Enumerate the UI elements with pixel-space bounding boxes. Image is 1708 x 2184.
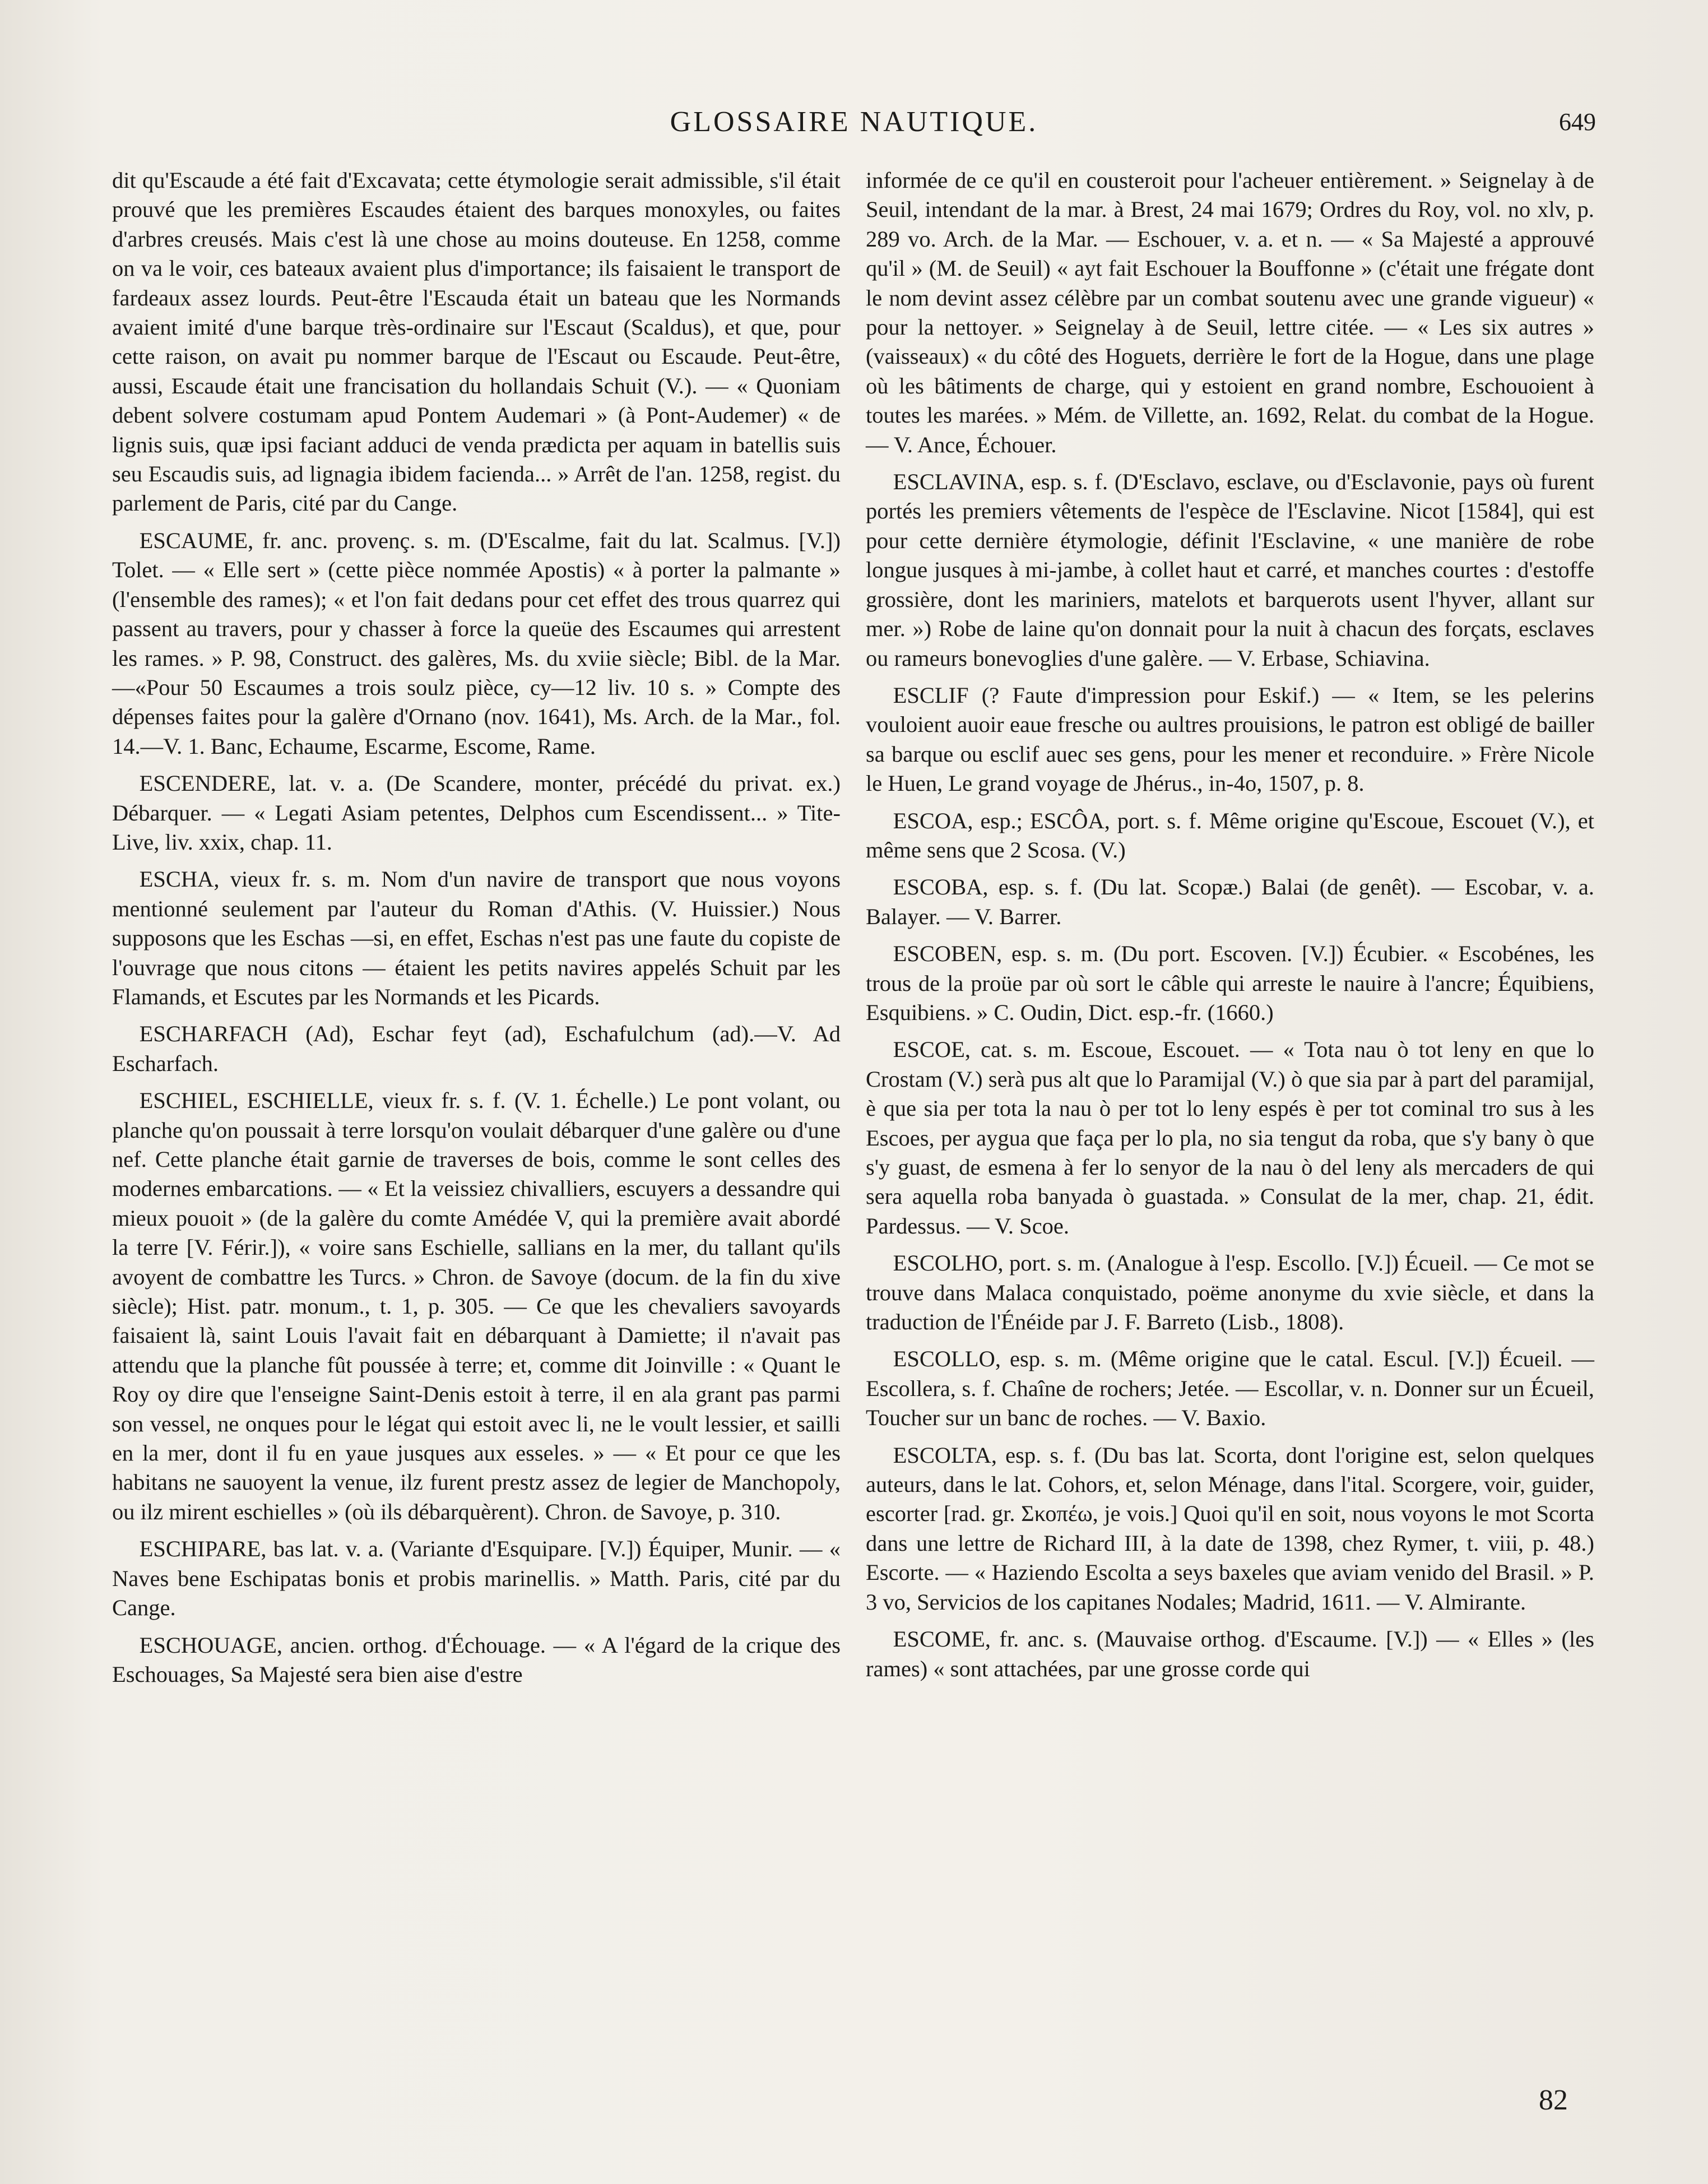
dictionary-entry: ESCOLLO, esp. s. m. (Même origine que le catal. Escul. [V.]) Écueil. — Escollera, s. f. Chaîne de rochers; Jetée. — Escollar, v. n. Donner sur un Écueil, Toucher sur un banc de roches. — V. Baxio.	[866, 1346, 1594, 1431]
dictionary-entry: informée de ce qu'il en cousteroit pour l'acheuer entièrement. » Seignelay à de Seuil, intendant de la mar. à Brest, 24 mai 1679; Ordres du Roy, vol. no xlv, p. 289 vo. Arch. de la Mar. — Eschouer, v. a. et n. — « Sa Majesté a approuvé qu'il » (M. de Seuil) « ayt fait Eschouer la Bouffonne » (c'était une frégate dont le nom devint assez célèbre par un combat soutenu avec une grande vigueur) « pour la nettoyer. » Seignelay à de Seuil, lettre citée. — « Les six autres » (vaisseaux) « du côté des Hoguets, derrière le fort de la Hogue, dans une plage où les bâtiments de charge, qui y estoient en grand nombre, Eschouoient à toutes les marées. » Mém. de Villette, an. 1692, Relat. du combat de la Hogue. — V. Ance, Échouer.	[866, 168, 1594, 457]
dictionary-entry: ESCHA, vieux fr. s. m. Nom d'un navire de transport que nous voyons mentionné seulement par l'auteur du Roman d'Athis. (V. Huissier.) Nous supposons que les Eschas —si, en effet, Eschas n'est pas une faute du copiste de l'ouvrage que nous citons — étaient les petits navires appelés Schuit par les Flamands, et Escutes par les Normands et les Picards.	[112, 866, 841, 1009]
dictionary-entry: ESCOBEN, esp. s. m. (Du port. Escoven. [V.]) Écubier. « Escobénes, les trous de la proüe par où sort le câble qui arreste le nauire à l'ancre; Équibiens, Esquibiens. » C. Oudin, Dict. esp.-fr. (1660.)	[866, 941, 1594, 1025]
dictionary-entry: ESCLIF (? Faute d'impression pour Eskif.) — « Item, se les pelerins vouloient auoir eaue fresche ou aultres prouisions, le patron est obligé de bailler sa barque ou esclif auec ses gens, pour les mener et reconduire. » Frère Nicole le Huen, Le grand voyage de Jhérus., in-4o, 1507, p. 8.	[866, 682, 1594, 796]
dictionary-entry: ESCOE, cat. s. m. Escoue, Escouet. — « Tota nau ò tot leny en que lo Crostam (V.) serà pus alt que lo Paramijal (V.) ò que sia par à part del paramijal, è que sia per tota la nau ò per tot lo leny espés è per tot cominal tro sus à les Escoes, per aygua que faça per lo pla, no sia tengut da roba, que s'y bany ò que s'y guast, de esmena à fer lo senyor de la nau ò del leny als mercaders de qui sera aquella roba banyada ò guastada. » Consulat de la mer, chap. 21, édit. Pardessus. — V. Scoe.	[866, 1037, 1594, 1239]
dictionary-entry: ESCOLTA, esp. s. f. (Du bas lat. Scorta, dont l'origine est, selon quelques auteurs, dans le lat. Cohors, et, selon Ménage, dans l'ital. Scorgere, voir, guider, escorter [rad. gr. Σκοπέω, je vois.] Quoi qu'il en soit, nous voyons le mot Scorta dans une lettre de Richard III, à la date de 1398, chez Rymer, t. viii, p. 48.) Escorte. — « Haziendo Escolta a seys baxeles que aviam venido del Brasil. » P. 3 vo, Servicios de los capitanes Nodales; Madrid, 1611. — V. Almirante.	[866, 1442, 1594, 1615]
dictionary-entry: ESCOME, fr. anc. s. (Mauvaise orthog. d'Escaume. [V.]) — « Elles » (les rames) « sont attachées, par une grosse corde qui	[866, 1626, 1594, 1681]
dictionary-entry: dit qu'Escaude a été fait d'Excavata; cette étymologie serait admissible, s'il était prouvé que les premières Escaudes étaient des barques monoxyles, ou faites d'arbres creusés. Mais c'est là une chose au moins douteuse. En 1258, comme on va le voir, ces bateaux avaient plus d'importance; ils faisaient le transport de fardeaux assez lourds. Peut-être l'Escauda était un bateau que les Normands avaient imité d'une barque très-ordinaire sur l'Escaut (Scaldus), et que, pour cette raison, on avait pu nommer barque de l'Escaut ou Escaude. Peut-être, aussi, Escaude était une francisation du hollandais Schuit (V.). — « Quoniam debent solvere costumam apud Pontem Audemari » (à Pont-Audemer) « de lignis suis, quæ ipsi faciant adduci de venda prædicta per aquam in batellis suis seu Escaudis suis, ad lignagia ibidem facienda... » Arrêt de l'an. 1258, regist. du parlement de Paris, cité par du Cange.	[112, 168, 841, 516]
dictionary-entry: ESCHOUAGE, ancien. orthog. d'Échouage. — « A l'égard de la crique des Eschouages, Sa Majesté sera bien aise d'estre	[112, 1632, 841, 1687]
left-column	[112, 166, 841, 1697]
dictionary-entry: ESCOLHO, port. s. m. (Analogue à l'esp. Escollo. [V.]) Écueil. — Ce mot se trouve dans Malaca conquistado, poëme anonyme du xvie siècle, et dans la traduction de l'Énéide par J. F. Barreto (Lisb., 1808).	[866, 1250, 1594, 1335]
dictionary-entry: ESCHIEL, ESCHIELLE, vieux fr. s. f. (V. 1. Échelle.) Le pont volant, ou planche qu'on poussait à terre lorsqu'on voulait débarquer d'une galère ou d'une nef. Cette planche était garnie de traverses de bois, comme le sont celles des modernes embarcations. — « Et la veissiez chivalliers, escuyers a dessandre qui mieux pouoit » (de la galère du comte Amédée V, qui la première avait abordé la terre [V. Férir.]), « voire sans Eschielle, sallians en la mer, du tallant qu'ils avoyent de combattre les Turcs. » Chron. de Savoye (docum. de la fin du xive siècle); Hist. patr. monum., t. 1, p. 305. — Ce que les chevaliers savoyards faisaient là, saint Louis l'avait fait en débarquant à Damiette; il n'avait pas attendu que la planche fût poussée à terre; et, comme dit Joinville : « Quant le Roy oy dire que l'enseigne Saint-Denis estoit à terre, il en ala grant pas parmi son vessel, ne onques pour le légat qui estoit avec li, ne le voult lessier, et sailli en la mer, dont il fu en yaue jusques aux esseles. » — « Et pour ce que les habitans ne sauoyent la venue, ilz furent prestz assez de legier de Manchopoly, ou ilz mirent eschielles » (où ils débarquèrent). Chron. de Savoye, p. 310.	[112, 1088, 841, 1524]
dictionary-entry: ESCAUME, fr. anc. provenç. s. m. (D'Escalme, fait du lat. Scalmus. [V.]) Tolet. — « Elle sert » (cette pièce nommée Apostis) « à porter la palmante » (l'ensemble des rames); « et l'on fait dedans pour cet effet des trous quarrez qui passent au travers, pour y chasser à force la queüe des Escaumes qui arrestent les rames. » P. 98, Construct. des galères, Ms. du xviie siècle; Bibl. de la Mar.—«Pour 50 Escaumes a trois soulz pièce, cy—12 liv. 10 s. » Compte des dépenses faites pour la galère d'Ornano (nov. 1641), Ms. Arch. de la Mar., fol. 14.—V. 1. Banc, Echaume, Escarme, Escome, Rame.	[112, 527, 841, 759]
dictionary-entry: ESCOA, esp.; ESCÔA, port. s. f. Même origine qu'Escoue, Escouet (V.), et même sens que 2 Scosa. (V.)	[866, 808, 1594, 863]
dictionary-entry: ESCHIPARE, bas lat. v. a. (Variante d'Esquipare. [V.]) Équiper, Munir. — « Naves bene Eschipatas bonis et probis marinellis. » Matth. Paris, cité par du Cange.	[112, 1536, 841, 1621]
dictionary-entry: ESCOBA, esp. s. f. (Du lat. Scopæ.) Balai (de genêt). — Escobar, v. a. Balayer. — V. Barrer.	[866, 874, 1594, 929]
dictionary-entry: ESCHARFACH (Ad), Eschar feyt (ad), Eschafulchum (ad).—V. Ad Escharfach.	[112, 1021, 841, 1076]
right-column	[866, 166, 1594, 1691]
dictionary-entry: ESCENDERE, lat. v. a. (De Scandere, monter, précédé du privat. ex.) Débarquer. — « Legati Asiam petentes, Delphos cum Escendissent... » Tite-Live, liv. xxix, chap. 11.	[112, 771, 841, 855]
dictionary-entry: ESCLAVINA, esp. s. f. (D'Esclavo, esclave, ou d'Esclavonie, pays où furent portés les premiers vêtements de l'espèce de l'Esclavine. Nicot [1584], qui est pour cette dernière étymologie, définit l'Esclavine, « une manière de robe longue jusques à mi-jambe, à collet haut et carré, et manches courtes : d'estoffe grossière, dont les mariniers, matelots et barquerots usent l'hyver, allant sur mer. ») Robe de laine qu'on donnait pour la nuit à chacun des forçats, esclaves ou rameurs bonevoglies d'une galère. — V. Erbase, Schiavina.	[866, 469, 1594, 671]
page-title: GLOSSAIRE NAUTIQUE.	[670, 106, 1038, 138]
signature-mark: 82	[1539, 2084, 1568, 2116]
page-number: 649	[1559, 108, 1596, 136]
